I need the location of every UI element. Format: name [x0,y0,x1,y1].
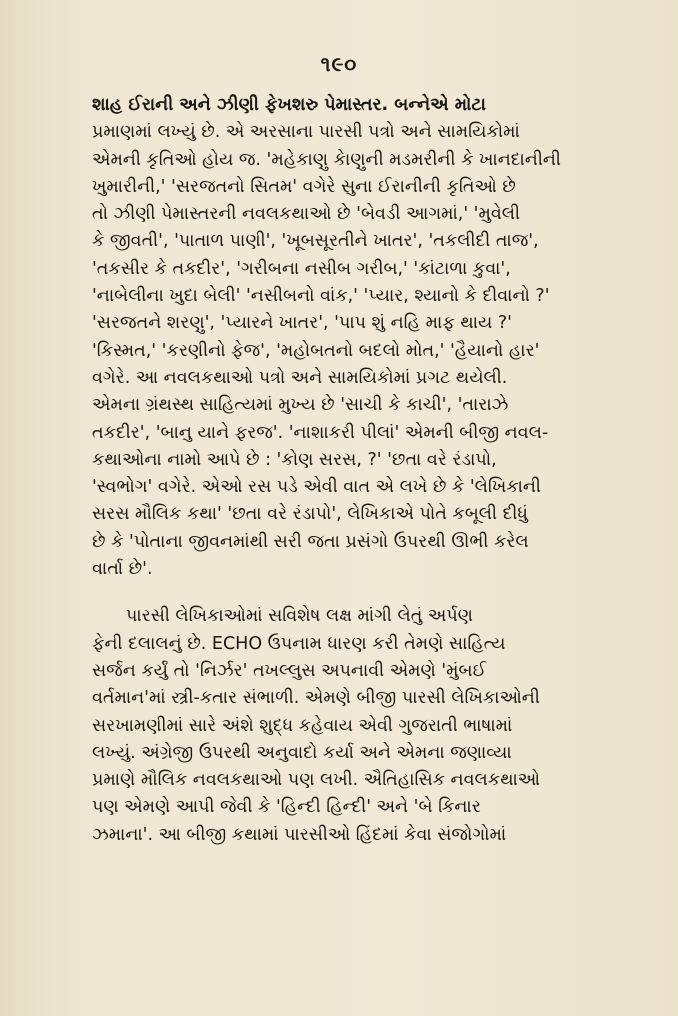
text-line: 'તકસીર કે તકદીર', 'ગરીબના નસીબ ગરીબ,' 'કાંટાળા કુવા', [92,258,511,279]
text-line: પણ એમણે આપી જેવી કે 'હિન્દી હિન્દી' અને 'બે કિનાર [92,797,481,818]
text-line: તો ઝીણી પેમાસ્તરની નવલકથાઓ છે 'બેવડી આગમાં,' 'મુવેલી [92,204,520,225]
text-line: છે કે 'પોતાના જીવનમાંથી સરી જતા પ્રસંગો ઉપરથી ઊભી કરેલ [92,531,529,552]
text-line: ઝમાના'. આ બીજી કથામાં પારસીઓ હિંદમાં કેવા સંજોગોમાં [92,824,507,845]
text-line: એમની કૃતિઓ હોય જ. 'મહેકાણુ કેાણુની મડમરીની કે ખાનદાનીની [92,149,561,170]
text-line: પ્રમાણે મૌલિક નવલકથાઓ પણ લખી. ઐતિહાસિક નવલકથાઓ [92,770,541,791]
text-line: એમના ગ્રંથસ્થ સાહિત્યમાં મુખ્ય છે 'સાચી કે કાચી', 'તારાઝે [92,395,509,416]
text-line: 'સરજતને શરણુ', 'પ્યારને ખાતર', 'પાપ શું નહિ માફ થાય ?' [92,313,512,334]
paragraph-2 [92,603,652,849]
text-line: પ્રમાણમાં લખ્યું છે. એ અરસાના પારસી પત્રો અને સામયિકોમાં [92,122,520,143]
text-line: સરસ મૌલિક કથા' 'છતા વરે રંડાપો', લેખિકાએ પોતે કબૂલી દીધું [92,504,528,525]
text-line: વાર્તા છે'. [92,559,153,580]
page-number: ૧૯૦ [320,52,358,76]
text-line: શાહ ઈરાની અને ઝીણી ફેખશરુ પેમાસ્તર. બન્નેએ મોટા [92,95,486,115]
paragraph-1 [92,92,652,583]
text-line: કે જીવતી', 'પાતાળ પાણી', 'ખૂબસૂરતીને ખાતર', 'તકલીદી તાજ', [92,231,539,252]
text-line: 'નાબેલીના ખુદા બેલી' 'નસીબનો વાંક,' 'પ્યાર, શ્યાનો કે દીવાનો ?' [92,286,550,307]
text-line: તકદીર', 'બાનુ યાને ફરજ'. 'નાશાકરી પીલાં' એમની બીજી નવલ- [92,422,549,443]
text-line: પારસી લેખિકાઓમાં સવિશેષ લક્ષ માંગી લેતું અર્પણ [126,606,473,627]
text-line: વર્તમાન'માં સ્ત્રી-કતાર સંભાળી. એમણે બીજી પારસી લેખિકાઓની [92,688,540,709]
text-line: સરખામણીમાં સારે અંશે શુદ્ધ કહેવાય એવી ગુજરાતી ભાષામાં [92,715,513,736]
text-line: સર્જન કર્યું તો 'નિર્ઝર' તખલ્લુસ અપનાવી એમણે 'મુંબઈ [92,660,487,681]
text-line: વગેરે. આ નવલકથાઓ પત્રો અને સામયિકોમાં પ્રગટ થયેલી. [92,367,508,388]
text-line: 'સ્વભોગ' વગેરે. એઓ રસ પડે એવી વાત એ લખે છે કે 'લેખિકાની [92,477,541,498]
text-line: કથાઓના નામો આપે છે : 'કોણ સરસ, ?' 'છતા વરે રંડાપો, [92,449,497,470]
text-line: લખ્યું. અંગ્રેજી ઉપરથી અનુવાદો કર્યા અને એમના જણાવ્યા [92,742,512,763]
text-line: ખુમારીની,' 'સરજતનો સિતમ' વગેરે સુના ઈરાનીની કૃતિઓ છે [92,176,516,197]
text-line: ફેની દલાલનું છે. ECHO ઉપનામ ધારણ કરી તેમણે સાહિત્ય [92,633,506,654]
page-body [92,92,652,849]
text-line: 'કિસ્મત,' 'કરણીનો ફેજ', 'મહોબતનો બદલો મોત,' 'હૈયાનો હાર' [92,340,540,361]
